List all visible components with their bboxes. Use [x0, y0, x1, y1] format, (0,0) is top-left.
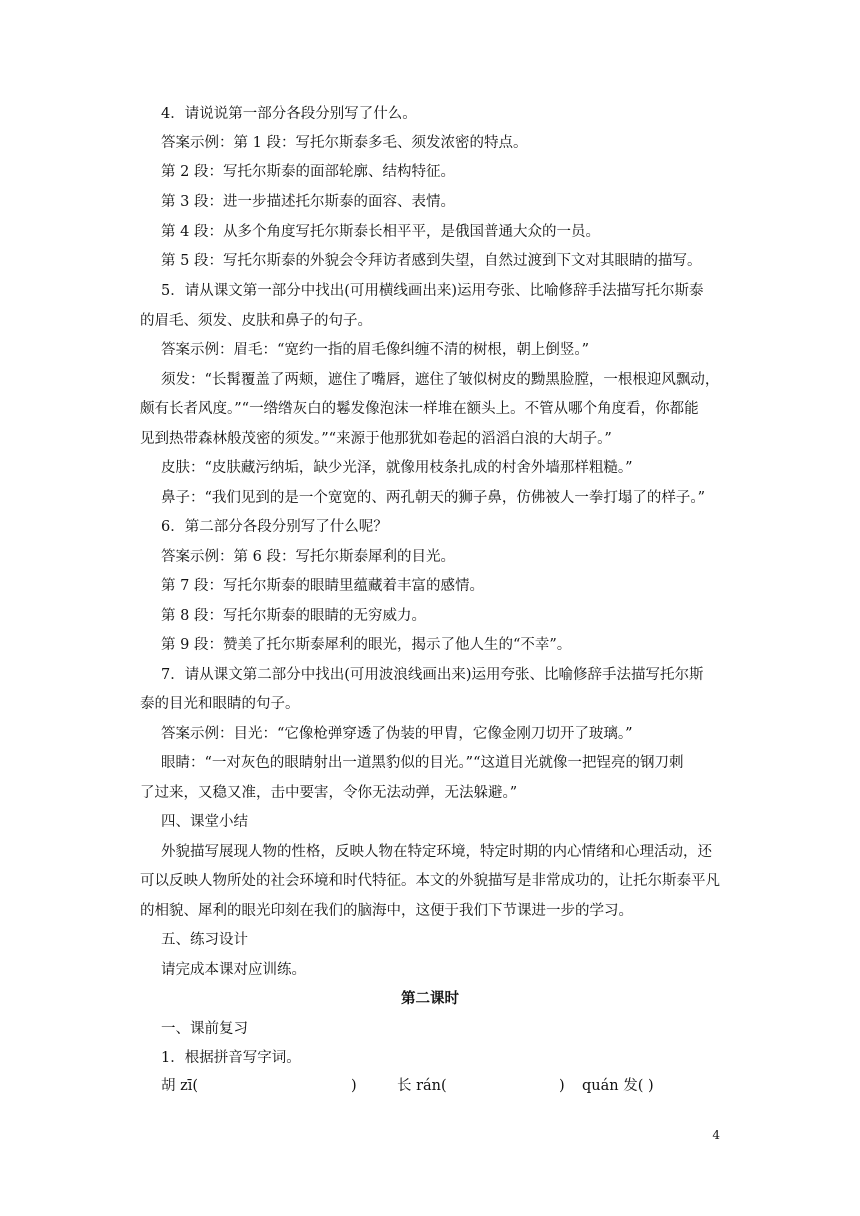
- exercise-line: 请完成本课对应训练。: [161, 962, 306, 978]
- answer-line: 了过来，又稳又准，击中要害，令你无法动弹，无法躲避。”: [140, 785, 518, 801]
- summary-line: 可以反映人物所处的社会环境和时代特征。本文的外貌描写是非常成功的，让托尔斯泰平凡: [140, 873, 720, 889]
- answer-line: 答案示例：目光：“它像枪弹穿透了伪装的甲胄，它像金刚刀切开了玻璃。”: [161, 726, 633, 742]
- pinyin-item-ran: 长 rán(: [397, 1078, 447, 1094]
- summary-line: 外貌描写展现人物的性格，反映人物在特定环境，特定时期的内心情绪和心理活动，还: [161, 844, 712, 860]
- answer-line: 答案示例：第 1 段：写托尔斯泰多毛、须发浓密的特点。: [161, 135, 528, 151]
- answer-line: 第 8 段：写托尔斯泰的眼睛的无穷威力。: [161, 608, 426, 624]
- lesson-title: 第二课时: [401, 990, 459, 1007]
- section-heading-summary: 四、课堂小结: [161, 814, 248, 830]
- section-heading-review: 一、课前复习: [161, 1021, 248, 1037]
- question-5-cont: 的眉毛、须发、皮肤和鼻子的句子。: [140, 313, 372, 329]
- pinyin-close-paren: ): [351, 1078, 357, 1094]
- section-heading-exercise: 五、练习设计: [161, 932, 248, 948]
- answer-line: 答案示例：第 6 段：写托尔斯泰犀利的目光。: [161, 549, 455, 565]
- pinyin-close-paren: ): [559, 1078, 565, 1094]
- question-6: 6．第二部分各段分别写了什么呢？: [161, 519, 388, 535]
- answer-line: 颇有长者风度。”“一绺绺灰白的鬈发像泡沫一样堆在额头上。不管从哪个角度看，你都能: [140, 401, 699, 417]
- summary-line: 的相貌、犀利的眼光印刻在我们的脑海中，这便于我们下节课进一步的学习。: [140, 903, 633, 919]
- pinyin-item-zi: 胡 zī(: [161, 1078, 199, 1094]
- answer-line: 见到热带森林般茂密的须发。”“来源于他那犹如卷起的滔滔白浪的大胡子。”: [140, 431, 612, 447]
- answer-line: 皮肤：“皮肤藏污纳垢，缺少光泽，就像用枝条扎成的村舍外墙那样粗糙。”: [161, 460, 633, 476]
- answer-line: 第 7 段：写托尔斯泰的眼睛里蕴藏着丰富的感情。: [161, 578, 484, 594]
- answer-line: 鼻子：“我们见到的是一个宽宽的、两孔朝天的狮子鼻，仿佛被人一拳打塌了的样子。”: [161, 490, 706, 506]
- question-1: 1．根据拼音写字词。: [161, 1050, 301, 1066]
- question-5: 5．请从课文第一部分中找出(可用横线画出来)运用夸张、比喻修辞手法描写托尔斯泰: [161, 283, 704, 299]
- answer-line: 眼睛：“一对灰色的眼睛射出一道黑豹似的目光。”“这道目光就像一把锃亮的钢刀刺: [161, 755, 684, 771]
- answer-line: 第 4 段：从多个角度写托尔斯泰长相平平，是俄国普通大众的一员。: [161, 224, 600, 240]
- question-4: 4．请说说第一部分各段分别写了什么。: [161, 106, 417, 122]
- answer-line: 第 2 段：写托尔斯泰的面部轮廓、结构特征。: [161, 164, 455, 180]
- answer-line: 第 5 段：写托尔斯泰的外貌会令拜访者感到失望，自然过渡到下文对其眼睛的描写。: [161, 253, 702, 269]
- answer-line: 第 9 段：赞美了托尔斯泰犀利的眼光，揭示了他人生的“不幸”。: [161, 637, 572, 653]
- question-7-cont: 泰的目光和眼睛的句子。: [140, 696, 300, 712]
- page-number: 4: [712, 1128, 720, 1142]
- answer-line: 答案示例：眉毛：“宽约一指的眉毛像纠缠不清的树根，朝上倒竖。”: [161, 342, 590, 358]
- answer-line: 须发：“长髯覆盖了两颊，遮住了嘴唇，遮住了皱似树皮的黝黑脸膛，一根根迎风飘动，: [161, 372, 720, 388]
- question-7: 7．请从课文第二部分中找出(可用波浪线画出来)运用夸张、比喻修辞手法描写托尔斯: [161, 667, 704, 683]
- answer-line: 第 3 段：进一步描述托尔斯泰的面容、表情。: [161, 194, 455, 210]
- pinyin-item-quan: quán 发( ): [582, 1078, 654, 1094]
